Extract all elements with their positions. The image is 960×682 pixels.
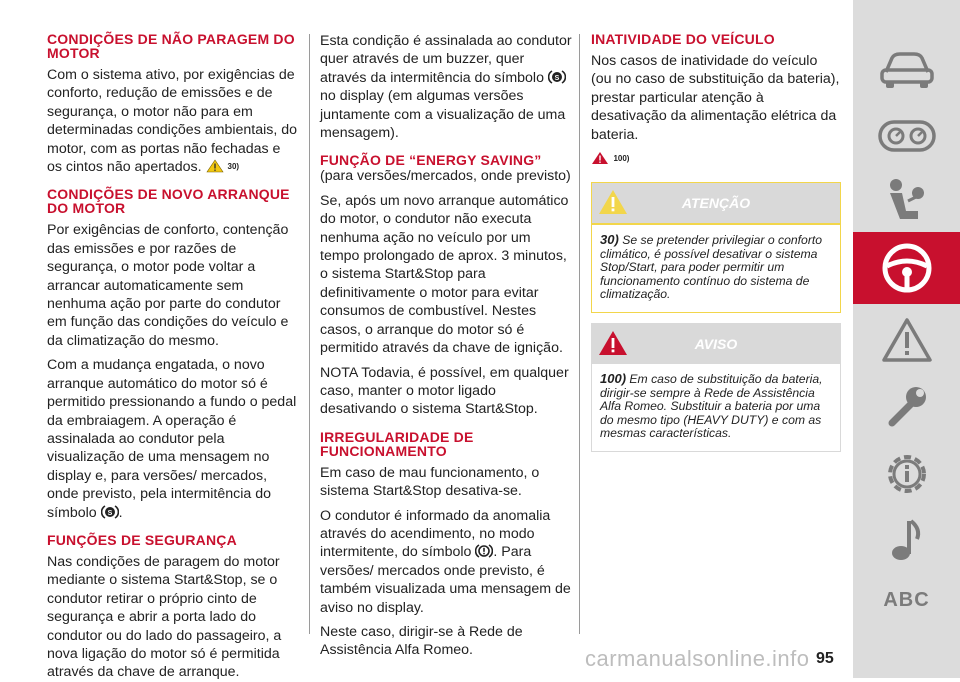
start-stop-symbol-icon [101,504,119,520]
car-icon [878,50,936,90]
attention-header [592,183,840,223]
notice-box [591,323,841,452]
paragraph-restart-conditions: Por exigências de conforto, contenção das emissões e por razões de segurança, o motor pode voltar a arrancar automaticamente sem nenhuma ação por parte do condutor em função das condições do veículo e da climatização do mesmo. [47,222,289,349]
reference-30[interactable]: 30) [227,162,240,172]
column-right [591,32,841,452]
paragraph-anomaly-info: O condutor é informado da anomalia através do acendimento, no modo intermitente, do símbolo . Para versões/ mercados onde previsto, é também visualizada uma mensagem de aviso no display. [320,507,571,616]
music-note-icon [887,515,927,565]
paragraph-malfunction: Em caso de mau funcionamento, o sistema Start&Stop desativa-se. [320,464,540,500]
reference-100[interactable]: 100) [613,154,630,164]
svg-text:S: S [554,74,560,82]
heading-safety-functions: FUNÇÕES DE SEGURANÇA [47,531,237,548]
sidebar-item-dashboard[interactable] [853,100,960,172]
heading-energy-saving: FUNÇÃO DE “ENERGY SAVING” [320,152,542,169]
wrench-icon [882,381,932,431]
notice-text: Em caso de substituição da bateria, dirigir-se sempre à Rede de Assistência Alfa Romeo. Substituir a bateria por uma do mesmo tipo (HEAVY DUTY) e com as mesmas características. [600,372,823,441]
column-left [47,32,299,682]
attention-box [591,182,841,313]
notice-header [592,324,840,364]
column-divider [579,34,580,634]
heading-vehicle-inactivity: INATIVIDADE DO VEÍCULO [591,31,775,47]
column-divider [309,34,310,634]
warning-triangle-yellow-icon [598,189,628,215]
steering-wheel-icon [881,242,933,294]
reference-line [591,150,841,168]
attention-title: ATENÇÃO [681,195,751,212]
paragraph-safety-functions: Nas condições de paragem do motor mediante o sistema Start&Stop, se o condutor retirar o próprio cinto de segurança e abrir a porta lado do condutor ou do lado do passageiro, a nova ligação do motor só é permitida através da chave de arranque. [47,553,282,681]
attention-text: Se se pretender privilegiar o conforto climático, é possível desativar o sistema Stop/Start, para poder permitir um funcionamento contínuo do sistema de climatização. [600,233,823,302]
paragraph-note: NOTA Todavia, é possível, em qualquer caso, manter o motor ligado desativando o sistema Start&Stop. [320,364,569,418]
gear-info-icon [882,449,932,499]
start-stop-symbol-icon [548,69,566,85]
attention-body [592,223,840,312]
paragraph-buzzer-signal: Esta condição é assinalada ao condutor quer através de um buzzer, quer através da intermitência do símbolo S no display (em algumas versões juntamente com a visualização de uma mensagem). [320,33,572,142]
notice-body [592,364,840,451]
sidebar-item-index[interactable] [853,564,960,636]
paragraph-energy-saving: Se, após um novo arranque automático do motor, o condutor não executa nenhuma ação no veículo por um tempo prolongado de aprox. 3 minutos, o sistema Start&Stop para definitivamente o motor para evitar consumos de combustível. Nestes casos, o arranque do motor só é permitido através da chave de ignição. [320,192,569,357]
energy-saving-subtitle: (para versões/mercados, onde previsto) [320,168,571,185]
sidebar-item-maintenance[interactable] [853,370,960,442]
notice-number: 100) [600,371,627,386]
dashboard-gauge-icon [878,118,936,154]
seat-airbag-icon [882,177,932,227]
sidebar-item-safety[interactable] [853,166,960,238]
paragraph-no-stop-conditions: Com o sistema ativo, por exigências de conforto, redução de emissões e de segurança, o motor não para em determinadas condições ambientais, do motor, com as portas não fechadas e os cintos não apertados. 30) [47,67,298,176]
column-middle [320,32,572,660]
attention-number: 30) [600,232,619,248]
paragraph-vehicle-inactivity: Nos casos de inatividade do veículo (ou no caso de substituição da bateria), prestar particular atenção à desativação da alimentação elétrica da bateria. [591,53,840,143]
chapter-sidebar [853,0,960,678]
svg-text:S: S [107,509,112,517]
page-number: 95 [816,650,834,667]
watermark: carmanualsonline.info [585,646,810,671]
heading-no-stop-conditions: CONDIÇÕES DE NÃO PARAGEM DO MOTOR [47,31,295,61]
sidebar-item-emergency[interactable] [853,304,960,376]
paragraph-gear-engaged: Com a mudança engatada, o novo arranque automático do motor só é permitido pressionando a fundo o pedal da embraiagem. A operação é assinalada ao condutor pela visualização de uma mensagem no display e, para versões/ mercados, onde previsto, pela intermitência do símbolo S . [47,357,297,521]
sidebar-item-technical-data[interactable] [853,438,960,510]
warning-triangle-icon [206,159,224,173]
notice-title: AVISO [694,336,738,352]
sidebar-item-starting-driving[interactable] [853,232,960,304]
heading-malfunction: IRREGULARIDADE DE FUNCIONAMENTO [320,428,474,459]
warning-triangle-red-icon [591,151,609,165]
warning-triangle-icon [881,317,933,363]
sidebar-item-car[interactable] [853,34,960,106]
warning-triangle-red-icon [598,330,628,356]
start-stop-fault-symbol-icon [475,543,493,559]
index-label: ABC [883,588,930,611]
heading-restart-conditions: CONDIÇÕES DE NOVO ARRANQUE DO MOTOR [47,186,290,217]
paragraph-assistance: Neste caso, dirigir-se à Rede de Assistência Alfa Romeo. [320,623,523,659]
